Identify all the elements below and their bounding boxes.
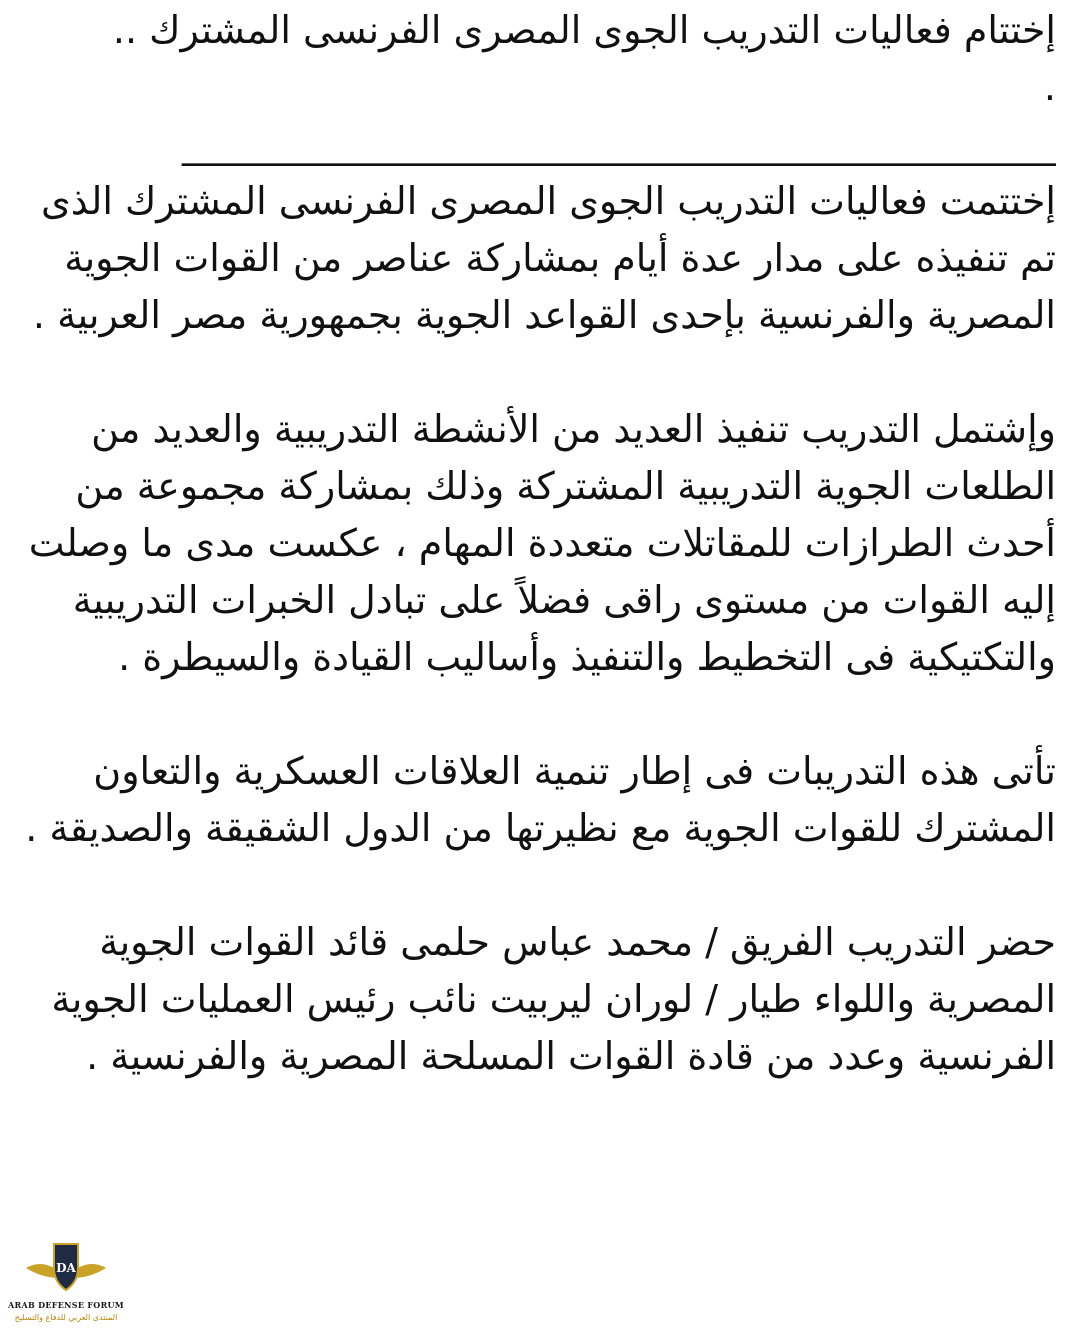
paragraph-4: حضر التدريب الفريق / محمد عباس حلمى قائد القوات الجوية المصرية واللواء طيار / لوران ليربيت نائب رئيس العمليات الجوية الفرنسية وعدد من قادة القوات المسلحة المصرية والفرنسية . (51, 920, 1056, 1078)
title-separator: ______________________________________________ (182, 122, 1056, 166)
forum-watermark-logo (6, 1238, 126, 1330)
logo-forum-arabic-name: المنتدى العربي للدفاع والتسليح (14, 1313, 118, 1322)
article-title (20, 2, 1056, 116)
eagle-shield-icon (24, 1238, 108, 1300)
logo-forum-name: ARAB DEFENSE FORUM (8, 1300, 124, 1310)
paragraph-1: إختتمت فعاليات التدريب الجوى المصرى الفرنسى المشترك الذى تم تنفيذه على مدار عدة أيام بمشاركة عناصر من القوات الجوية المصرية والفرنسية بإحدى القواعد الجوية بجمهورية مصر العربية . (32, 179, 1056, 337)
article-title-line-2: . (1043, 65, 1056, 109)
logo-monogram: DA (56, 1261, 76, 1275)
paragraph-3: تأتى هذه التدريبات فى إطار تنمية العلاقات العسكرية والتعاون المشترك للقوات الجوية مع نظيرتها من الدول الشقيقة والصديقة . (25, 749, 1056, 850)
article-body (20, 2, 1056, 1085)
article-title-line-1: إختتام فعاليات التدريب الجوى المصرى الفرنسى المشترك .. (112, 8, 1056, 52)
paragraph-2: وإشتمل التدريب تنفيذ العديد من الأنشطة التدريبية والعديد من الطلعات الجوية التدريبية المشتركة وذلك بمشاركة مجموعة من أحدث الطرازات للمقاتلات متعددة المهام ، عكست مدى ما وصلت إليه القوات من مستوى راقى فضلاً على تبادل الخبرات التدريبية والتكتيكية فى التخطيط والتنفيذ وأساليب القيادة والسيطرة . (28, 407, 1056, 679)
